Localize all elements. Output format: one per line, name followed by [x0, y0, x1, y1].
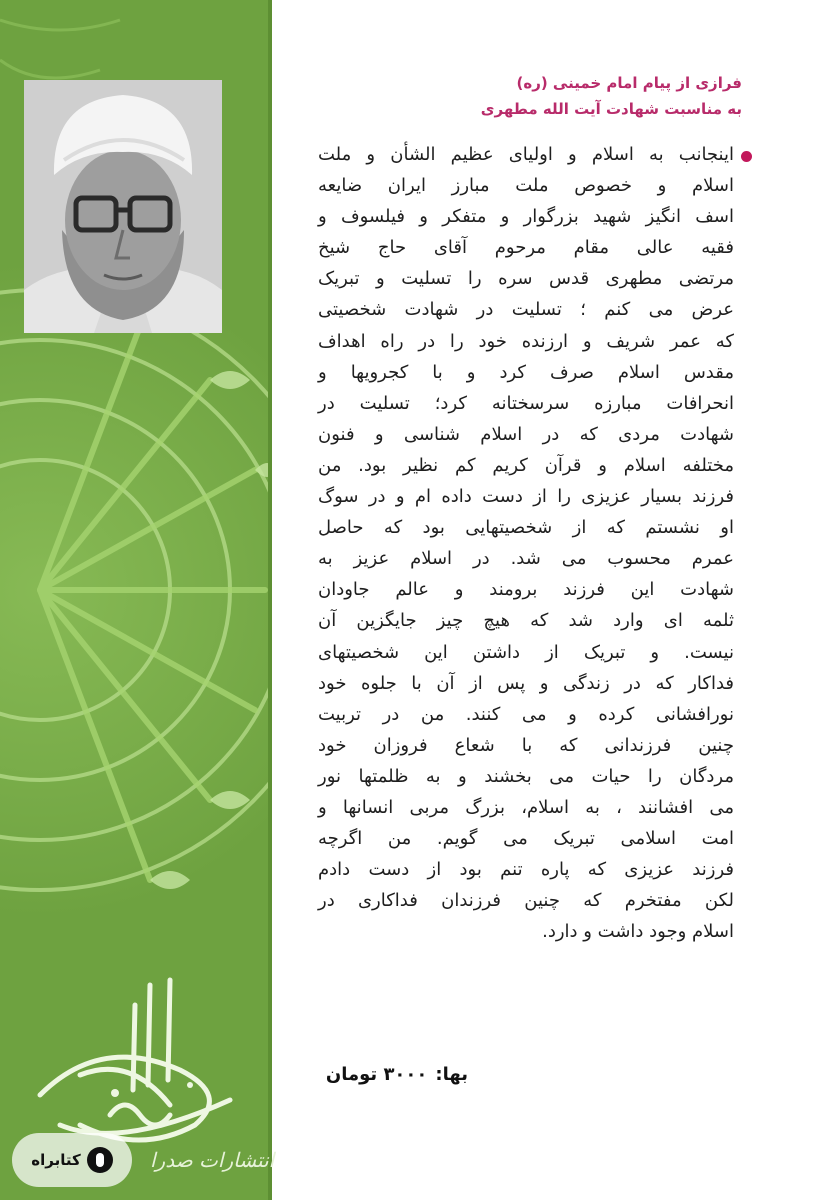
body-line: ثلمه ای وارد شد که هیچ چیز جایگزین آن — [318, 610, 734, 632]
body-line: اسلام و خصوص ملت مبارز ایران ضایعه — [318, 175, 734, 197]
body-line: نورافشانی کرده و می کنند. من در تربیت — [318, 703, 734, 725]
body-line: نیست. و تبریک از داشتن این شخصیتهای — [318, 641, 734, 663]
heading-line-2: به مناسبت شهادت آیت الله مطهری — [480, 100, 742, 118]
heading-line-1: فرازی از پیام امام خمینی (ره) — [516, 74, 742, 92]
body-line: چنین فرزندانی که با شعاع فروزان خود — [318, 734, 734, 756]
pink-dot-icon — [741, 151, 752, 162]
body-line: فرزند بسیار عزیزی را از دست داده ام و در سوگ — [318, 486, 734, 508]
body-line: اسف انگیز شهید بزرگوار و متفکر و فیلسوف و — [318, 206, 734, 228]
publisher-name: انتشارات صدرا — [150, 1148, 275, 1172]
body-line: شهادت این فرزند برومند و عالم جاودان — [318, 579, 734, 601]
quote-body — [318, 139, 734, 947]
body-line: مردگان را حیات می بخشند و به ظلمتها نور — [318, 765, 734, 787]
author-portrait — [24, 80, 222, 333]
price — [318, 1064, 468, 1085]
body-line: مقدس اسلام صرف کرد و با کجرویها و — [318, 361, 734, 383]
body-line: فقیه عالی مقام مرحوم آقای حاج شیخ — [318, 237, 734, 259]
body-line: می افشانند ، به اسلام، بزرگ مربی انسانها و — [318, 796, 734, 818]
price-value: ۳۰۰۰ تومان — [325, 1064, 428, 1085]
body-line: اسلام وجود داشت و دارد. — [542, 921, 734, 943]
panel-edge — [268, 0, 272, 1200]
price-label: بها: — [435, 1064, 468, 1085]
ketabrah-label: کتابراه — [31, 1151, 81, 1169]
body-line: امت اسلامی تبریک می گویم. من اگرچه — [318, 828, 734, 850]
body-line: شهادت مردی که در اسلام شناسی و فنون — [318, 423, 734, 445]
body-line: انحرافات مبارزه سرسختانه کرد؛ تسلیت در — [318, 392, 734, 414]
body-line: مرتضی مطهری قدس سره را تسلیت و تبریک — [318, 268, 734, 290]
quote-heading — [322, 70, 742, 122]
body-line: عرض می کنم ؛ تسلیت در شهادت شخصیتی — [318, 299, 734, 321]
body-line: مختلفه اسلام و قرآن کریم کم نظیر بود. من — [318, 454, 734, 476]
body-line: فرزند عزیزی که پاره تنم بود از دست دادم — [318, 859, 734, 881]
ketabrah-watermark[interactable] — [12, 1133, 132, 1187]
ketabrah-logo-icon — [87, 1147, 113, 1173]
body-line: لکن مفتخرم که چنین فرزندان فداکاری در — [318, 890, 734, 912]
body-line: اینجانب به اسلام و اولیای عظیم الشأن و ملت — [318, 144, 734, 165]
body-line: او نشستم که از شخصیتهایی بود که حاصل — [318, 517, 734, 539]
body-line: که عمر شریف و ارزنده خود را در راه اهداف — [318, 330, 734, 352]
body-line: عمرم محسوب می شد. در اسلام عزیز به — [318, 548, 734, 570]
body-line: فداکار که در زندگی و پس از آن با جلوه خود — [318, 672, 734, 694]
